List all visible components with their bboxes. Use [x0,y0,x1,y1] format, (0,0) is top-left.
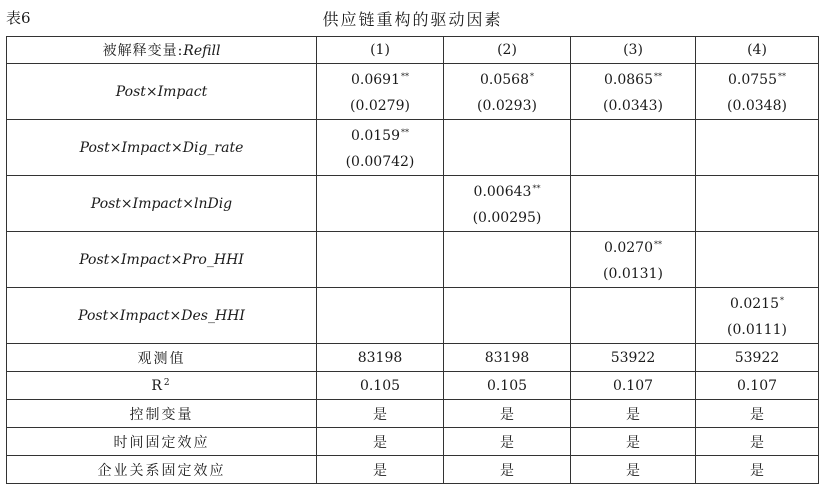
statistic-value: 是 [571,456,696,484]
coefficient-row [7,288,819,344]
significance-stars: ** [401,128,409,137]
coefficient-value [696,288,818,317]
statistic-label-text: R [151,377,164,394]
table-number: 表6 [6,9,31,27]
coefficient-cell [444,176,571,232]
coefficient-estimate: 0.0159 [351,128,400,144]
column-header: (3) [571,37,696,64]
statistic-label-text: 企业关系固定效应 [97,462,226,479]
dependent-variable-header [7,37,317,64]
header-row [7,37,819,64]
statistic-value: 是 [317,456,444,484]
coefficient-value [317,120,443,149]
column-header: (1) [317,37,444,64]
statistic-label-text: 时间固定效应 [113,434,210,451]
coefficient-row [7,64,819,120]
coefficient-value [444,176,570,205]
coefficient-estimate: 0.0755 [728,72,777,88]
standard-error: (0.0131) [603,266,663,282]
significance-stars: ** [401,72,409,81]
variable-name: Post×Impact×lnDig [7,176,317,232]
significance-stars: ** [532,184,541,193]
variable-name: Post×Impact×Dig_rate [7,120,317,176]
coefficient-estimate: 0.0691 [351,72,400,88]
statistic-label [7,400,317,428]
coefficient-cell [571,120,696,176]
coefficient-cell [696,232,819,288]
coefficient-cell [444,64,571,120]
coefficient-value [317,64,443,93]
column-header: (4) [696,37,819,64]
coefficient-estimate: 0.0270 [604,240,653,256]
coefficient-cell [444,120,571,176]
statistic-label [7,372,317,400]
statistics-row [7,372,819,400]
statistic-value: 0.107 [696,372,819,400]
coefficient-cell [696,288,819,344]
coefficient-estimate: 0.0215 [730,296,779,312]
dependent-variable-label: 被解释变量: [102,43,184,59]
table-title: 供应链重构的驱动因素 [322,10,503,29]
standard-error: (0.00742) [345,154,415,170]
coefficient-estimate: 0.0568 [480,72,529,88]
statistic-value: 是 [696,400,819,428]
significance-stars: ** [654,72,662,81]
significance-stars: ** [778,72,786,81]
coefficient-value [571,64,695,93]
statistic-value: 0.105 [444,372,571,400]
table-caption [0,6,825,28]
column-header: (2) [444,37,571,64]
statistic-value: 是 [444,428,571,456]
statistic-value: 是 [696,456,819,484]
statistic-value: 是 [317,428,444,456]
standard-error: (0.0279) [350,98,410,114]
statistic-value: 是 [317,400,444,428]
coefficient-cell [444,232,571,288]
statistic-label [7,344,317,372]
statistic-label [7,456,317,484]
statistic-value: 53922 [696,344,819,372]
statistics-row [7,428,819,456]
coefficient-cell [444,288,571,344]
statistics-row [7,344,819,372]
standard-error: (0.0293) [477,98,537,114]
statistic-value: 83198 [317,344,444,372]
coefficient-cell [696,176,819,232]
dependent-variable-name: Refill [183,43,221,59]
statistic-label-text: 控制变量 [129,406,194,423]
coefficient-value [444,64,570,93]
statistic-value: 是 [571,428,696,456]
coefficient-cell [317,120,444,176]
coefficient-cell [696,64,819,120]
statistic-value: 0.107 [571,372,696,400]
significance-stars: * [780,296,784,305]
coefficient-row [7,232,819,288]
statistic-value: 是 [696,428,819,456]
coefficient-cell [571,176,696,232]
coefficient-cell [317,64,444,120]
standard-error: (0.0343) [603,98,663,114]
statistic-label-text: 观测值 [137,350,186,367]
coefficient-cell [696,120,819,176]
significance-stars: * [530,72,534,81]
statistic-value: 0.105 [317,372,444,400]
coefficient-cell [571,64,696,120]
coefficient-estimate: 0.00643 [473,184,532,200]
statistic-label [7,428,317,456]
statistic-value: 83198 [444,344,571,372]
standard-error: (0.00295) [472,210,542,226]
statistics-row [7,400,819,428]
standard-error: (0.0348) [727,98,787,114]
variable-name: Post×Impact×Des_HHI [7,288,317,344]
regression-table-body [7,37,819,484]
coefficient-row [7,176,819,232]
coefficient-row [7,120,819,176]
regression-table [6,36,819,484]
coefficient-cell [571,232,696,288]
coefficient-value [696,64,818,93]
coefficient-value [571,232,695,261]
significance-stars: ** [654,240,662,249]
coefficient-estimate: 0.0865 [604,72,653,88]
coefficient-cell [317,176,444,232]
variable-name: Post×Impact [7,64,317,120]
statistics-row [7,456,819,484]
statistic-label-superscript: 2 [163,377,172,388]
statistic-value: 53922 [571,344,696,372]
variable-name: Post×Impact×Pro_HHI [7,232,317,288]
standard-error: (0.0111) [727,322,787,338]
statistic-value: 是 [571,400,696,428]
coefficient-cell [571,288,696,344]
coefficient-cell [317,288,444,344]
coefficient-cell [317,232,444,288]
statistic-value: 是 [444,456,571,484]
statistic-value: 是 [444,400,571,428]
